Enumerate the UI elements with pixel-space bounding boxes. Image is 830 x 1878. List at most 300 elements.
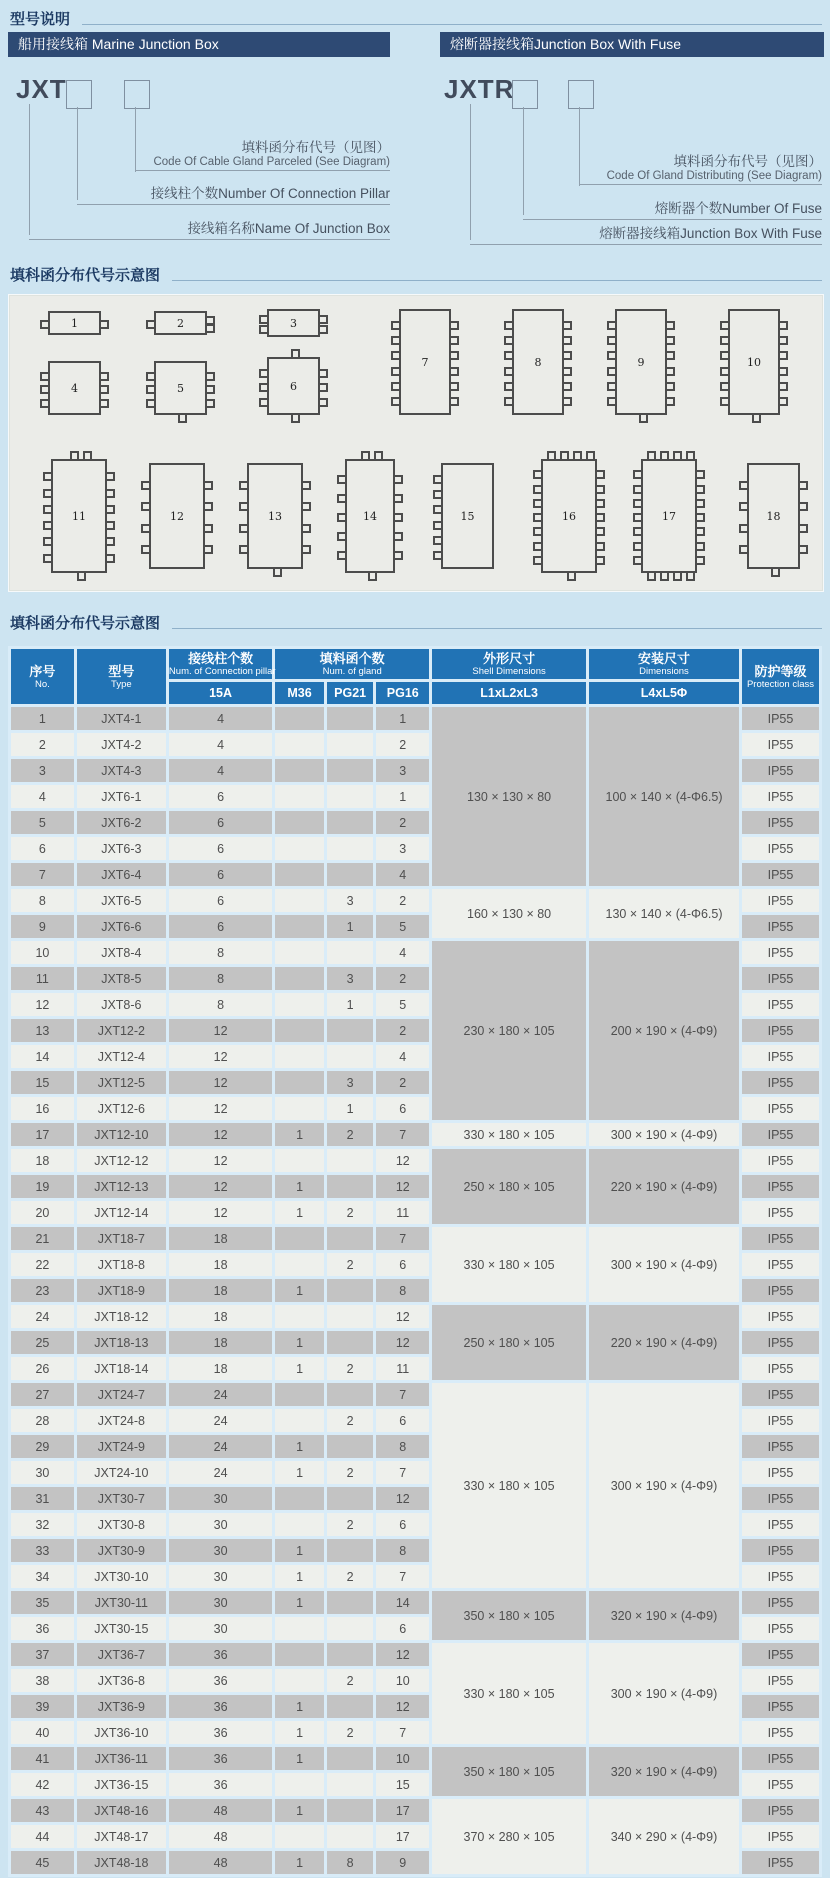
gland-box-number: 8 [534, 355, 542, 369]
cable-gland-tab [739, 524, 749, 533]
cable-gland-tab [449, 321, 459, 330]
protection-class-cell: IP55 [742, 1825, 819, 1848]
cable-gland-tab [720, 351, 730, 360]
type-cell: JXT24-9 [77, 1435, 166, 1458]
no-cell: 41 [11, 1747, 74, 1770]
pillar-15a-cell: 18 [169, 1227, 272, 1250]
jxt-name-label: 接线箱名称Name Of Junction Box [29, 217, 390, 240]
shell-dimensions-cell: 330 × 180 × 105 [432, 1123, 586, 1146]
mounting-dimensions-cell: 340 × 290 × (4-Φ9) [589, 1799, 739, 1874]
cable-gland-tab [141, 502, 151, 511]
gland-box-9 [615, 309, 667, 415]
type-cell: JXT48-18 [77, 1851, 166, 1874]
protection-class-cell: IP55 [742, 1201, 819, 1224]
cable-gland-tab [695, 485, 705, 494]
jxt-pillar-count-label: 接线柱个数Number Of Connection Pillar [77, 182, 390, 205]
cable-gland-tab [633, 513, 643, 522]
col-header-mount: 安装尺寸 Dimensions [589, 649, 739, 679]
pg21-cell: 1 [327, 993, 374, 1016]
pg21-cell: 2 [327, 1357, 374, 1380]
cable-gland-tab [43, 489, 53, 498]
jxtr-gland-code-label-zh: 填料函分布代号（见图） [673, 154, 822, 169]
cable-gland-tab [301, 481, 311, 490]
m36-cell [275, 837, 324, 860]
type-cell: JXT30-8 [77, 1513, 166, 1536]
pg21-cell [327, 1643, 374, 1666]
protection-class-cell: IP55 [742, 967, 819, 990]
pg16-cell: 12 [376, 1643, 429, 1666]
pillar-15a-cell: 4 [169, 707, 272, 730]
cable-gland-tab [433, 490, 443, 499]
pg16-cell: 2 [376, 967, 429, 990]
shell-dimensions-cell: 350 × 180 × 105 [432, 1591, 586, 1640]
pillar-15a-cell: 4 [169, 733, 272, 756]
pillar-15a-cell: 24 [169, 1461, 272, 1484]
protection-class-cell: IP55 [742, 785, 819, 808]
m36-cell [275, 707, 324, 730]
protection-class-cell: IP55 [742, 1409, 819, 1432]
cable-gland-tab [43, 521, 53, 530]
col-header-type: 型号 Type [77, 649, 166, 704]
m36-cell [275, 1227, 324, 1250]
protection-class-cell: IP55 [742, 1383, 819, 1406]
cable-gland-tab [752, 413, 761, 423]
jxt-connector-line [29, 104, 30, 235]
no-cell: 33 [11, 1539, 74, 1562]
no-cell: 35 [11, 1591, 74, 1614]
m36-cell [275, 1305, 324, 1328]
cable-gland-tab [203, 545, 213, 554]
pg21-cell [327, 1227, 374, 1250]
cable-gland-tab [665, 351, 675, 360]
cable-gland-tab [665, 382, 675, 391]
pg21-cell: 2 [327, 1123, 374, 1146]
pillar-15a-cell: 36 [169, 1773, 272, 1796]
pg16-cell: 5 [376, 915, 429, 938]
no-cell: 28 [11, 1409, 74, 1432]
pg16-cell: 1 [376, 785, 429, 808]
cable-gland-tab [798, 545, 808, 554]
cable-gland-tab [449, 351, 459, 360]
pg21-cell [327, 863, 374, 886]
model-description-title: 型号说明 [10, 11, 71, 28]
no-cell: 29 [11, 1435, 74, 1458]
cable-gland-tab [433, 536, 443, 545]
cable-gland-tab [449, 382, 459, 391]
model-description-heading [10, 8, 822, 29]
pillar-15a-cell: 12 [169, 1123, 272, 1146]
type-cell: JXT48-17 [77, 1825, 166, 1848]
table-row [11, 707, 819, 730]
pg21-cell [327, 785, 374, 808]
type-cell: JXT6-4 [77, 863, 166, 886]
cable-gland-tab [595, 556, 605, 565]
cable-gland-tab [798, 481, 808, 490]
pillar-15a-cell: 48 [169, 1825, 272, 1848]
cable-gland-tab [393, 475, 403, 484]
cable-gland-tab [633, 542, 643, 551]
table-row [11, 1799, 819, 1822]
pg16-cell: 12 [376, 1149, 429, 1172]
gland-box-number: 12 [170, 509, 184, 523]
cable-gland-tab [178, 413, 187, 423]
type-cell: JXT12-10 [77, 1123, 166, 1146]
pg16-cell: 2 [376, 1019, 429, 1042]
cable-gland-tab [778, 336, 788, 345]
no-cell: 13 [11, 1019, 74, 1042]
pg21-cell [327, 1799, 374, 1822]
cable-gland-tab [40, 372, 50, 381]
pg21-cell: 3 [327, 1071, 374, 1094]
protection-class-cell: IP55 [742, 1227, 819, 1250]
m36-cell [275, 759, 324, 782]
heading-rule [82, 24, 822, 25]
jxt-code-box-2 [124, 80, 150, 109]
no-cell: 4 [11, 785, 74, 808]
mounting-dimensions-cell: 200 × 190 × (4-Φ9) [589, 941, 739, 1120]
table-row [11, 1591, 819, 1614]
cable-gland-tab [301, 524, 311, 533]
protection-class-cell: IP55 [742, 1695, 819, 1718]
protection-class-cell: IP55 [742, 1279, 819, 1302]
no-cell: 39 [11, 1695, 74, 1718]
jxt-gland-code-label [135, 136, 390, 171]
gland-box-number: 6 [290, 379, 297, 393]
pg16-cell: 6 [376, 1409, 429, 1432]
no-cell: 1 [11, 707, 74, 730]
table-row [11, 1123, 819, 1146]
subcol-15a: 15A [169, 682, 272, 704]
pg16-cell: 10 [376, 1669, 429, 1692]
pg21-cell [327, 1149, 374, 1172]
table-row [11, 1643, 819, 1666]
cable-gland-tab [449, 397, 459, 406]
cable-gland-tab [562, 382, 572, 391]
pg21-cell [327, 1591, 374, 1614]
pillar-15a-cell: 6 [169, 889, 272, 912]
cable-gland-tab [778, 397, 788, 406]
cable-gland-tab [739, 545, 749, 554]
protection-class-cell: IP55 [742, 1669, 819, 1692]
cable-gland-tab [607, 351, 617, 360]
type-cell: JXT12-13 [77, 1175, 166, 1198]
cable-gland-tab [141, 481, 151, 490]
jxt-code-box-1 [66, 80, 92, 109]
type-cell: JXT4-3 [77, 759, 166, 782]
cable-gland-tab [239, 545, 249, 554]
cable-gland-tab [449, 367, 459, 376]
protection-class-cell: IP55 [742, 863, 819, 886]
cable-gland-tab [504, 397, 514, 406]
cable-gland-tab [560, 451, 569, 461]
gland-box-10 [728, 309, 780, 415]
no-cell: 38 [11, 1669, 74, 1692]
gland-box-number: 18 [766, 509, 781, 523]
protection-class-cell: IP55 [742, 759, 819, 782]
cable-gland-tab [146, 320, 156, 329]
type-cell: JXT24-8 [77, 1409, 166, 1432]
no-cell: 40 [11, 1721, 74, 1744]
cable-gland-tab [504, 336, 514, 345]
cable-gland-tab [146, 399, 156, 408]
m36-cell [275, 1617, 324, 1640]
m36-cell [275, 967, 324, 990]
protection-class-cell: IP55 [742, 1253, 819, 1276]
cable-gland-tab [105, 554, 115, 563]
pillar-15a-cell: 8 [169, 993, 272, 1016]
no-cell: 42 [11, 1773, 74, 1796]
m36-cell: 1 [275, 1175, 324, 1198]
pg21-cell: 2 [327, 1513, 374, 1536]
cable-gland-tab [105, 472, 115, 481]
pillar-15a-cell: 18 [169, 1331, 272, 1354]
gland-box-number: 2 [177, 316, 184, 330]
no-cell: 21 [11, 1227, 74, 1250]
type-cell: JXT18-9 [77, 1279, 166, 1302]
cable-gland-tab [771, 567, 780, 577]
protection-class-cell: IP55 [742, 1071, 819, 1094]
cable-gland-tab [660, 571, 669, 581]
cable-gland-tab [533, 527, 543, 536]
gland-box-4 [48, 361, 101, 415]
cable-gland-tab [607, 367, 617, 376]
protection-class-cell: IP55 [742, 837, 819, 860]
gland-box-7 [399, 309, 451, 415]
no-cell: 32 [11, 1513, 74, 1536]
gland-box-number: 17 [662, 509, 676, 523]
cable-gland-tab [337, 513, 347, 522]
pg21-cell [327, 1279, 374, 1302]
cable-gland-tab [665, 321, 675, 330]
m36-cell [275, 889, 324, 912]
pg16-cell: 2 [376, 889, 429, 912]
cable-gland-tab [660, 451, 669, 461]
cable-gland-tab [43, 472, 53, 481]
cable-gland-tab [259, 369, 269, 378]
gland-box-number: 4 [71, 381, 78, 395]
shell-dimensions-cell: 330 × 180 × 105 [432, 1643, 586, 1744]
pg16-cell: 6 [376, 1253, 429, 1276]
cable-gland-tab [239, 524, 249, 533]
m36-cell [275, 1825, 324, 1848]
m36-cell: 1 [275, 1695, 324, 1718]
cable-gland-tab [391, 382, 401, 391]
pg21-cell [327, 1747, 374, 1770]
pg16-cell: 7 [376, 1461, 429, 1484]
cable-gland-tab [337, 532, 347, 541]
pg21-cell: 2 [327, 1409, 374, 1432]
pg21-cell: 2 [327, 1253, 374, 1276]
jxtr-gland-code-label-en: Code Of Gland Distributing (See Diagram) [606, 170, 822, 182]
no-cell: 12 [11, 993, 74, 1016]
shell-dimensions-cell: 370 × 280 × 105 [432, 1799, 586, 1874]
cable-gland-tab [391, 321, 401, 330]
pg16-cell: 6 [376, 1097, 429, 1120]
cable-gland-tab [259, 315, 269, 324]
pg16-cell: 10 [376, 1747, 429, 1770]
type-cell: JXT4-2 [77, 733, 166, 756]
cable-gland-tab [686, 571, 695, 581]
shell-dimensions-cell: 330 × 180 × 105 [432, 1227, 586, 1302]
cable-gland-tab [504, 382, 514, 391]
subcol-pg16: PG16 [376, 682, 429, 704]
cable-gland-tab [273, 567, 282, 577]
cable-gland-tab [391, 351, 401, 360]
cable-gland-tab [141, 545, 151, 554]
protection-class-cell: IP55 [742, 1617, 819, 1640]
type-cell: JXT6-5 [77, 889, 166, 912]
cable-gland-tab [205, 385, 215, 394]
gland-box-18 [747, 463, 800, 569]
table-row [11, 1383, 819, 1406]
pillar-15a-cell: 30 [169, 1565, 272, 1588]
type-cell: JXT36-11 [77, 1747, 166, 1770]
pg21-cell: 2 [327, 1669, 374, 1692]
cable-gland-tab [239, 502, 249, 511]
cable-gland-tab [533, 485, 543, 494]
cable-gland-tab [205, 372, 215, 381]
type-cell: JXT12-14 [77, 1201, 166, 1224]
m36-cell [275, 1643, 324, 1666]
pillar-15a-cell: 6 [169, 863, 272, 886]
no-cell: 25 [11, 1331, 74, 1354]
pillar-15a-cell: 8 [169, 941, 272, 964]
gland-diagram-title: 填科函分布代号示意图 [10, 267, 161, 284]
type-cell: JXT12-2 [77, 1019, 166, 1042]
m36-cell [275, 1773, 324, 1796]
pg16-cell: 11 [376, 1201, 429, 1224]
pg21-cell: 2 [327, 1461, 374, 1484]
pillar-15a-cell: 24 [169, 1383, 272, 1406]
jxtr-connector-line [470, 104, 471, 240]
pg16-cell: 12 [376, 1175, 429, 1198]
cable-gland-tab [99, 399, 109, 408]
cable-gland-tab [665, 336, 675, 345]
pg21-cell [327, 1045, 374, 1068]
m36-cell: 1 [275, 1279, 324, 1302]
m36-cell: 1 [275, 1357, 324, 1380]
protection-class-cell: IP55 [742, 1357, 819, 1380]
type-cell: JXT18-12 [77, 1305, 166, 1328]
cable-gland-tab [695, 499, 705, 508]
protection-class-cell: IP55 [742, 733, 819, 756]
type-cell: JXT8-6 [77, 993, 166, 1016]
protection-class-cell: IP55 [742, 1149, 819, 1172]
pg16-cell: 12 [376, 1305, 429, 1328]
protection-class-cell: IP55 [742, 1331, 819, 1354]
m36-cell: 1 [275, 1123, 324, 1146]
pg21-cell [327, 1695, 374, 1718]
pg21-cell [327, 1305, 374, 1328]
cable-gland-tab [665, 367, 675, 376]
pg21-cell [327, 941, 374, 964]
pillar-15a-cell: 12 [169, 1175, 272, 1198]
pg21-cell [327, 1617, 374, 1640]
cable-gland-tab [695, 527, 705, 536]
cable-gland-tab [607, 321, 617, 330]
cable-gland-tab [547, 451, 556, 461]
no-cell: 37 [11, 1643, 74, 1666]
type-cell: JXT12-4 [77, 1045, 166, 1068]
cable-gland-tab [647, 451, 656, 461]
pillar-15a-cell: 12 [169, 1149, 272, 1172]
type-cell: JXT36-10 [77, 1721, 166, 1744]
no-cell: 31 [11, 1487, 74, 1510]
pg21-cell [327, 1773, 374, 1796]
cable-gland-tab [695, 556, 705, 565]
cable-gland-tab [40, 320, 50, 329]
type-cell: JXT30-9 [77, 1539, 166, 1562]
cable-gland-tab [695, 470, 705, 479]
cable-gland-tab [562, 351, 572, 360]
m36-cell [275, 1409, 324, 1432]
cable-gland-tab [633, 556, 643, 565]
pg21-cell [327, 811, 374, 834]
cable-gland-tab [259, 383, 269, 392]
subcol-pg21: PG21 [327, 682, 374, 704]
gland-box-number: 13 [268, 509, 282, 523]
pg21-cell [327, 1435, 374, 1458]
cable-gland-tab [105, 489, 115, 498]
cable-gland-tab [361, 451, 370, 461]
m36-cell: 1 [275, 1799, 324, 1822]
col-header-gland: 填料函个数 Num. of gland [275, 649, 429, 679]
no-cell: 3 [11, 759, 74, 782]
m36-cell: 1 [275, 1851, 324, 1874]
m36-cell: 1 [275, 1461, 324, 1484]
pg16-cell: 2 [376, 733, 429, 756]
gland-box-number: 10 [747, 355, 761, 369]
cable-gland-tab [433, 505, 443, 514]
no-cell: 17 [11, 1123, 74, 1146]
cable-gland-tab [720, 321, 730, 330]
m36-cell: 1 [275, 1435, 324, 1458]
pg21-cell [327, 733, 374, 756]
table-row [11, 1305, 819, 1328]
pg21-cell [327, 1487, 374, 1510]
type-cell: JXT6-6 [77, 915, 166, 938]
type-cell: JXT24-7 [77, 1383, 166, 1406]
col-header-pillar: 接线柱个数 Num. of Connection pillar [168, 651, 276, 677]
pg16-cell: 17 [376, 1825, 429, 1848]
selection-table-heading [10, 612, 822, 633]
cable-gland-tab [318, 325, 328, 334]
pillar-15a-cell: 18 [169, 1305, 272, 1328]
pg16-cell: 11 [376, 1357, 429, 1380]
subcol-mount-dims: L4xL5Φ [589, 682, 739, 704]
m36-cell [275, 1487, 324, 1510]
protection-class-cell: IP55 [742, 915, 819, 938]
pg16-cell: 8 [376, 1279, 429, 1302]
type-cell: JXT12-12 [77, 1149, 166, 1172]
cable-gland-tab [639, 413, 648, 423]
m36-cell [275, 811, 324, 834]
cable-gland-tab [647, 571, 656, 581]
no-cell: 27 [11, 1383, 74, 1406]
mounting-dimensions-cell: 300 × 190 × (4-Φ9) [589, 1383, 739, 1588]
specification-table [8, 646, 822, 1877]
pg21-cell [327, 1019, 374, 1042]
col-header-shell: 外形尺寸 Shell Dimensions [432, 649, 586, 679]
pg21-cell [327, 1331, 374, 1354]
protection-class-cell: IP55 [742, 1747, 819, 1770]
type-cell: JXT6-1 [77, 785, 166, 808]
protection-class-cell: IP55 [742, 1123, 819, 1146]
pg16-cell: 6 [376, 1513, 429, 1536]
protection-class-cell: IP55 [742, 1591, 819, 1614]
cable-gland-tab [99, 372, 109, 381]
gland-box-number: 15 [460, 509, 475, 523]
